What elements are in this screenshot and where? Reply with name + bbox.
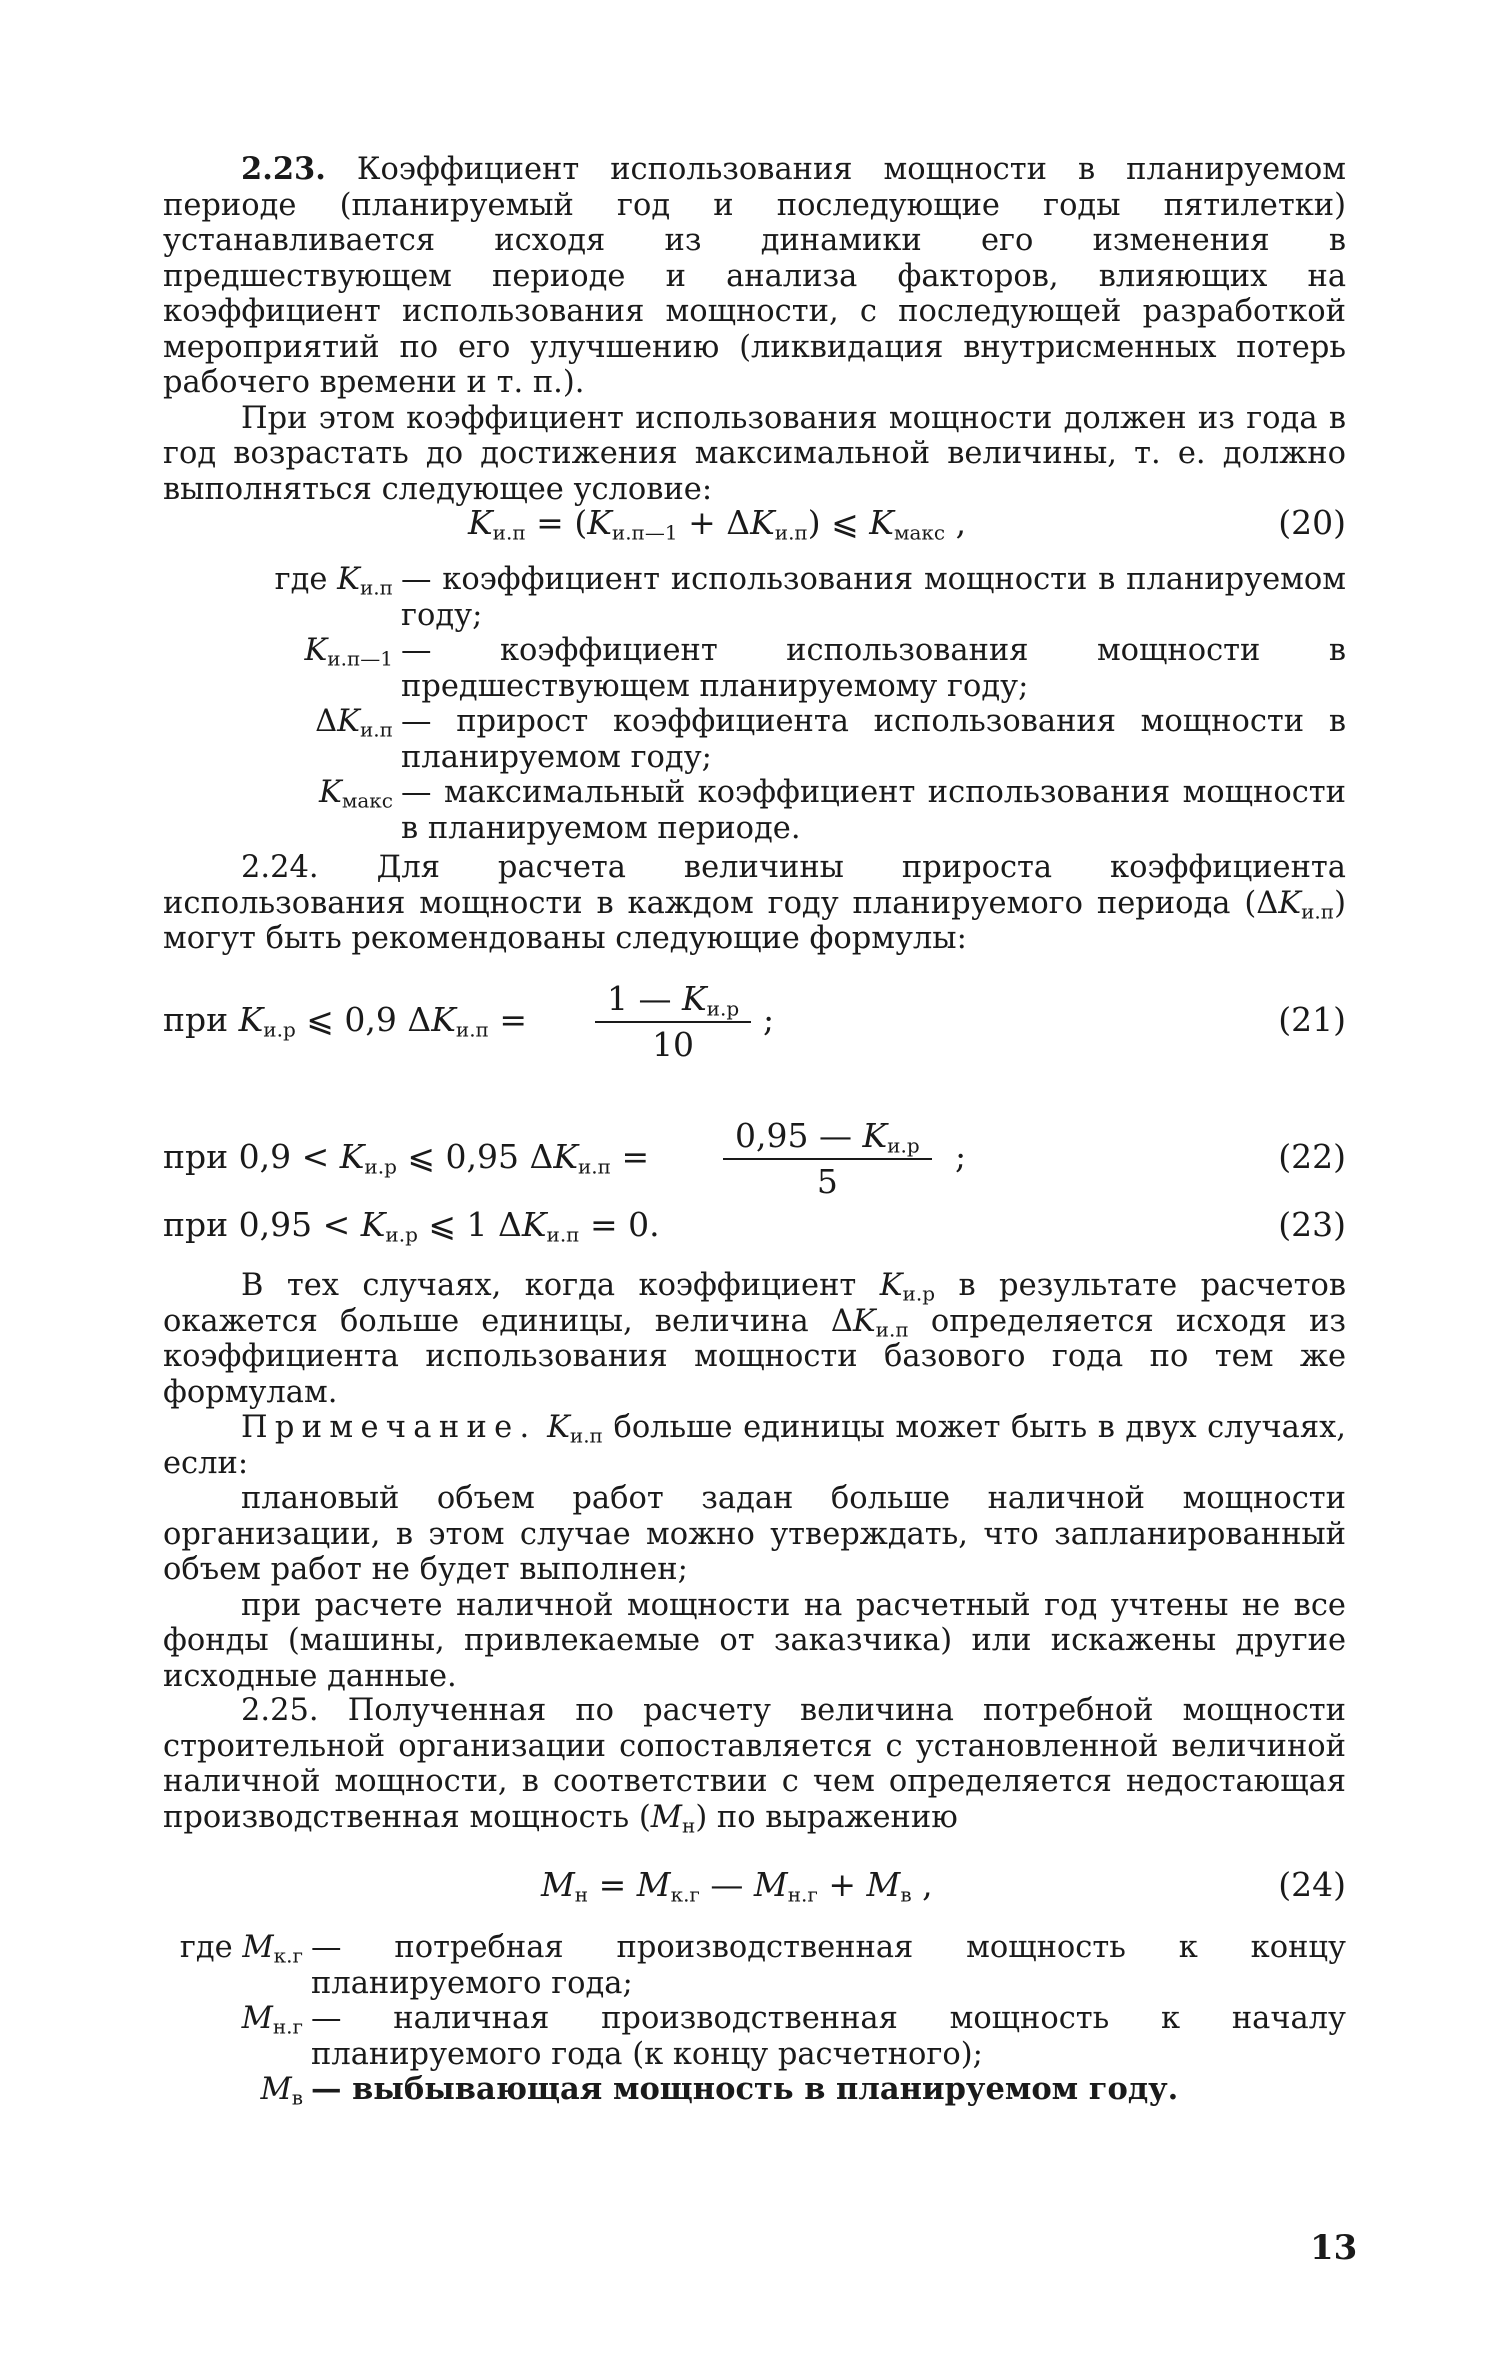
paragraph: 2.25. Полученная по расчету величина потребной мощности строительной организации сопоставляется с установленной величиной наличной мощности, в соответствии с чем определяется недостающая производственная мощность $(M_н)$ по выражению — [163, 1693, 1346, 1838]
note-item: плановый объем работ задан больше наличной мощности организации, в этом случае можно утверждать, что запланированный объем работ не будет выполнен; — [163, 1481, 1346, 1587]
definition-row: $K_{и.п—1}$ — коэффициент использования мощности в предшествующем планируемому году; — [304, 633, 1346, 704]
fraction: $\frac{0,95 — K_{и.р}}{5}$ — [723, 1112, 932, 1202]
paragraph: В тех случаях, когда коэффициент $K_{и.р}$ в результате расчетов окажется больше единицы, величина $\Delta K_{и.п}$ определяется исходя из коэффициента использования мощности базового года по тем же формулам. — [163, 1268, 1346, 1410]
definition-row: $\Delta K_{и.п}$ — прирост коэффициента использования мощности в планируемом году; — [315, 704, 1346, 775]
equation-20 — [163, 498, 1346, 548]
equation-number: (22) — [1278, 1137, 1346, 1176]
equation-number: (21) — [1278, 1000, 1346, 1039]
formula: $K_{и.п} = (K_{и.п—1} + \Delta K_{и.п})$ ⩽ $K_{макс}$ , — [468, 503, 967, 545]
semicolon: ; — [763, 1000, 775, 1039]
equation-number: (20) — [1278, 503, 1346, 542]
condition: при $0,9 < K_{и.р}$ ⩽ 0,95 $\Delta K_{и.п}$ = — [163, 1137, 650, 1179]
condition: при $K_{и.р}$ ⩽ 0,9 $\Delta K_{и.п}$ = — [163, 1000, 528, 1042]
section-2-23 — [163, 152, 1346, 507]
definition-row: $M_{н.г}$ — наличная производственная мощность к началу планируемого года (к концу расчетного); — [241, 2001, 1346, 2072]
formula: $M_н = M_{к.г}$ — $M_{н.г} + M_в$ , — [541, 1865, 933, 1907]
section-2-25 — [163, 1693, 1346, 1838]
page-number: 13 — [1310, 2228, 1358, 2268]
equation-21 — [163, 975, 1346, 1095]
note-item: при расчете наличной мощности на расчетный год учтены не все фонды (машины, привлекаемые от заказчика) или искажены другие исходные данные. — [163, 1587, 1346, 1694]
equation-24 — [163, 1860, 1346, 1910]
note: Примечание. $K_{и.п}$ больше единицы может быть в двух случаях, если: — [163, 1410, 1346, 1481]
text-block — [163, 1268, 1346, 1694]
equation-number: (24) — [1278, 1865, 1346, 1904]
paragraph — [163, 401, 1346, 508]
fraction: $\frac{1 — K_{и.р}}{10}$ — [595, 975, 751, 1065]
paragraph: 2.24. Для расчета величины прироста коэффициента использования мощности в каждом году планируемого периода $(\Delta K_{и.п})$ могут быть рекомендованы следующие формулы: — [163, 850, 1346, 956]
equation-23 — [163, 1200, 1346, 1250]
note-label: Примечание. — [241, 1410, 537, 1445]
semicolon: ; — [955, 1137, 967, 1176]
paragraph — [163, 152, 1346, 401]
definition-row: где $K_{и.п}$ — коэффициент использования мощности в планируемом году; — [274, 562, 1346, 633]
definition-row: $M_в$ — выбывающая мощность в планируемом году. — [260, 2071, 1179, 2110]
definitions-list — [163, 562, 1346, 846]
definitions-list — [163, 1930, 1346, 2108]
paragraph-text: Коэффициент использования мощности в планируемом периоде (планируемый год и последующие годы пятилетки) устанавливается исходя из динамики его изменения в предшествующем периоде и анализа факторов, влияющих на коэффициент использования мощности, с последующей разработкой мероприятий по его улучшению (ликвидация внутрисменных потерь рабочего времени и т. п.). — [163, 152, 1346, 400]
definition-row: где $M_{к.г}$ — потребная производственная мощность к концу планируемого года; — [179, 1930, 1346, 2001]
formula: при $0,95 < K_{и.р}$ ⩽ 1 $\Delta K_{и.п} = 0$. — [163, 1205, 660, 1247]
section-2-24 — [163, 850, 1346, 957]
definition-row: $K_{макс}$ — максимальный коэффициент использования мощности в планируемом периоде. — [319, 775, 1346, 846]
section-number: 2.23. — [241, 151, 326, 187]
equation-number: (23) — [1278, 1205, 1346, 1244]
paragraph-text: При этом коэффициент использования мощности должен из года в год возрастать до достижения максимальной величины, т. е. должно выполняться следующее условие: — [163, 400, 1346, 507]
